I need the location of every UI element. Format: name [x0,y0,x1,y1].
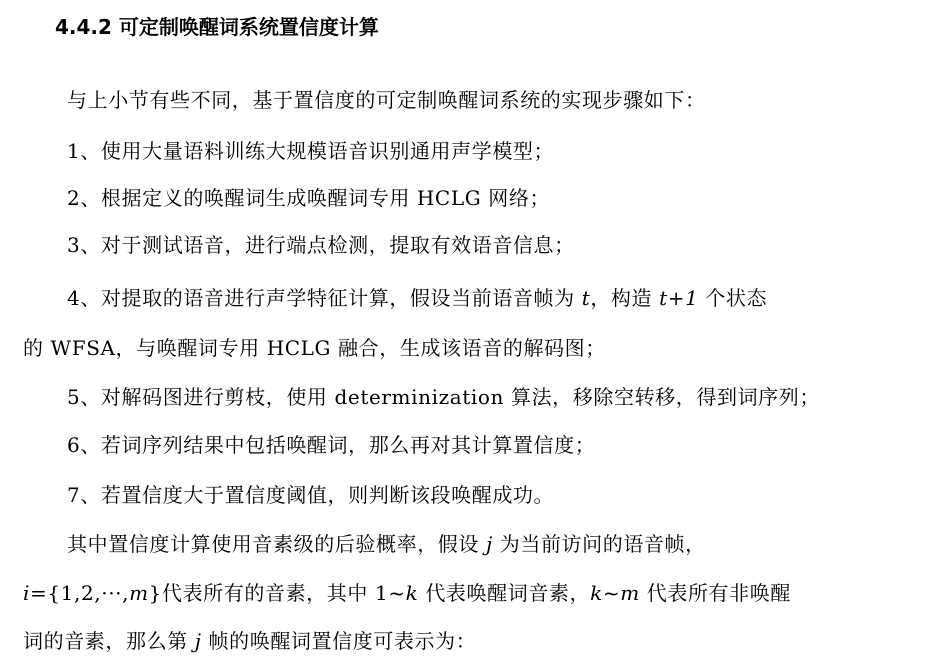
step-4-text-a: 4、对提取的语音进行声学特征计算，假设当前语音帧为 [67,286,582,310]
list-item-step-6: 6、若词序列结果中包括唤醒词，那么再对其计算置信度； [67,433,596,457]
list-item-step-5: 5、对解码图进行剪枝，使用 determinization 算法，移除空转移，得到词序列； [67,385,820,409]
para2-text-h: 帧的唤醒词置信度可表示为： [201,629,477,653]
para2-text-f: 代表所有非唤醒 [639,581,791,605]
variable-j-frame: j [194,629,202,653]
para2-text-b: 为当前访问的语音帧， [492,532,706,556]
paragraph-2-line-2 [23,578,791,608]
paragraph-2-line-1 [67,529,706,559]
para2-text-e: 代表唤醒词音素， [418,581,591,605]
para2-text-g: 词的音素，那么第 [23,629,195,653]
intro-paragraph: 与上小节有些不同，基于置信度的可定制唤醒词系统的实现步骤如下： [67,88,706,112]
list-item-step-1: 1、使用大量语料训练大规模语音识别通用声学模型； [67,139,555,163]
variable-i: i [23,581,30,605]
list-item-step-3: 3、对于测试语音，进行端点检测，提取有效语音信息； [67,233,575,257]
para2-text-a: 其中置信度计算使用音素级的后验概率，假设 [67,532,486,556]
step-4-text-b: ，构造 [590,286,660,310]
list-item-step-4-continuation: 的 WFSA，与唤醒词专用 HCLG 融合，生成该语音的解码图； [23,336,606,360]
variable-k: k [405,581,419,605]
variable-t-plus-1: t+1 [659,286,699,310]
variable-t: t [581,286,591,310]
paragraph-2-line-3 [23,626,476,656]
para2-text-c: ={1,2,···, [30,581,130,605]
list-item-step-2: 2、根据定义的唤醒词生成唤醒词专用 HCLG 网络； [67,186,551,210]
list-item-step-4 [67,283,767,313]
list-item-step-7: 7、若置信度大于置信度阈值，则判断该段唤醒成功。 [67,483,555,507]
step-4-text-c: 个状态 [698,286,768,310]
para2-text-d: }代表所有的音素，其中 1~ [148,581,406,605]
variable-k-m: k~m [590,581,640,605]
variable-m: m [129,581,149,605]
variable-j: j [485,532,493,556]
section-heading: 4.4.2 可定制唤醒词系统置信度计算 [55,15,379,39]
